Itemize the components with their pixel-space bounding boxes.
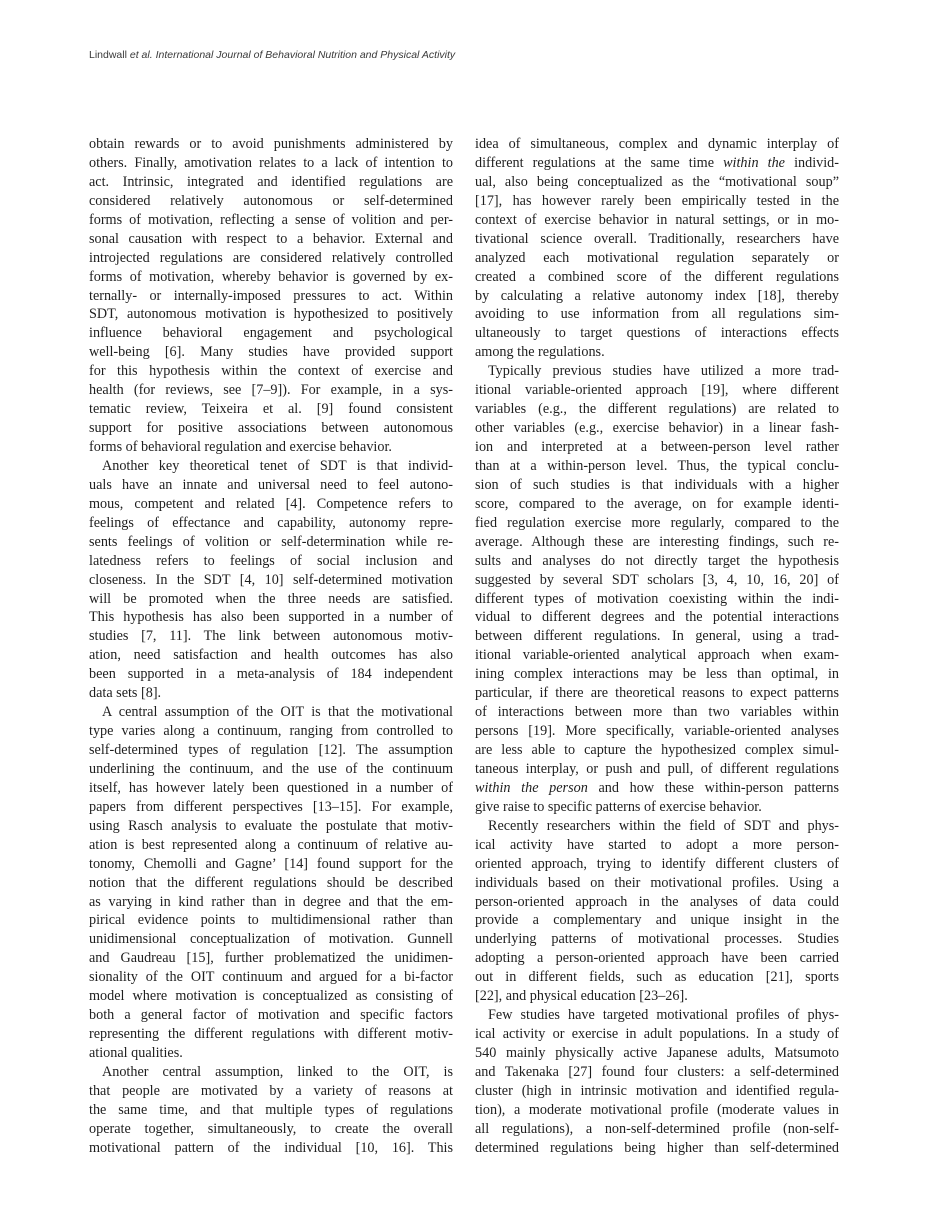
text-line: particular, if there are theoretical reasons to expect patterns <box>475 685 839 702</box>
text-line: out in different fields, such as education [21], sports <box>475 969 839 986</box>
text-line: itself, has however lately been questioned in a number of <box>89 779 453 796</box>
text-line: fied regulation exercise more regularly, compared to the <box>475 514 839 531</box>
text-line: uals have an innate and universal need to feel autono- <box>89 476 453 493</box>
text-line: other variables (e.g., exercise behavior) in a linear fash- <box>475 420 839 437</box>
text-line: suggested by several SDT scholars [3, 4, 10, 16, 20] of <box>475 571 839 588</box>
text-line: act. Intrinsic, integrated and identified regulations are <box>89 173 453 190</box>
text-line: using Rasch analysis to evaluate the postulate that motiv- <box>89 817 453 834</box>
text-line: for this hypothesis within the context of exercise and <box>89 363 453 380</box>
text-line: sents feelings of volition or self-determination while re- <box>89 533 453 550</box>
text-line: ual, also being conceptualized as the “motivational soup” <box>475 173 839 190</box>
text-line: within the person and how these within-person patterns <box>475 779 839 796</box>
text-line: [22], and physical education [23–26]. <box>475 988 688 1005</box>
header-etal: et al. <box>129 49 153 61</box>
text-line: both a general factor of motivation and specific factors <box>89 1007 453 1024</box>
text-line: latedness refers to feelings of social inclusion and <box>89 552 453 569</box>
text-line: person-oriented approach in the analyses of data could <box>475 893 839 910</box>
text-line: closeness. In the SDT [4, 10] self-determined motivation <box>89 571 453 588</box>
text-line: itional variable-oriented approach [19], where different <box>475 382 839 399</box>
text-line: between different regulations. In general, using a trad- <box>475 628 839 645</box>
text-line: the same time, and that multiple types of regulations <box>89 1101 453 1118</box>
text-line: ation is best represented along a continuum of relative au- <box>89 836 453 853</box>
text-line: tion), a moderate motivational profile (moderate values in <box>475 1101 839 1118</box>
text-line: model where motivation is conceptualized as consisting of <box>89 988 453 1005</box>
text-line: score, compared to the average, on for example identi- <box>475 495 839 512</box>
text-line: unidimensional conceptualization of motivation. Gunnell <box>89 931 453 948</box>
text-line: and Gaudreau [15], further problematized the unidimen- <box>89 950 453 967</box>
text-line: sonal causation with respect to a behavior. External and <box>89 230 453 247</box>
text-line: ational qualities. <box>89 1045 183 1061</box>
text-line: motivational pattern of the individual [10, 16]. This <box>89 1139 453 1156</box>
text-line: influence behavioral engagement and psychological <box>89 325 453 342</box>
text-line: provide a complementary and unique insight in the <box>475 912 839 929</box>
text-line: variables (e.g., the different regulations) are related to <box>475 401 839 418</box>
text-line: type varies along a continuum, ranging from controlled to <box>89 723 453 740</box>
text-line: tematic review, Teixeira et al. [9] found consistent <box>89 401 453 418</box>
text-line: ion and interpreted at a between-person level rather <box>475 439 839 455</box>
text-line: forms of behavioral regulation and exercise behavior. <box>89 439 392 455</box>
text-line: taneous interplay, or push and pull, of different regulations <box>475 760 839 777</box>
text-line: tonomy, Chemolli and Gagne’ [14] found support for the <box>89 855 453 872</box>
left-text-column <box>89 135 453 1158</box>
text-line: adopting a person-oriented approach have been carried <box>475 950 839 967</box>
text-line: ining complex interactions may be less than optimal, in <box>475 666 839 683</box>
text-line: all regulations), a non-self-determined profile (non-self- <box>475 1120 839 1137</box>
text-line: vidual to different degrees and the potential interactions <box>475 609 839 626</box>
text-line: determined regulations being higher than self-determined <box>475 1139 839 1156</box>
text-line: and Takenaka [27] found four clusters: a self-determined <box>475 1063 839 1080</box>
header-journal: International Journal of Behavioral Nutrition and Physical Activity <box>155 49 456 61</box>
text-line: as varying in kind rather than in degree and that the em- <box>89 893 453 910</box>
text-line: obtain rewards or to avoid punishments administered by <box>89 136 453 152</box>
text-line: of interactions between more than two variables within <box>475 704 839 721</box>
text-line: persons [19]. More specifically, variable-oriented analyses <box>475 723 839 740</box>
text-line: different types of motivation coexisting within the indi- <box>475 590 839 607</box>
text-line: analyzed each motivational regulation separately or <box>475 249 839 266</box>
text-line: that people are motivated by a variety of reasons at <box>89 1082 453 1099</box>
text-line: sults and analyses do not directly target the hypothesis <box>475 552 839 569</box>
text-line: Few studies have targeted motivational profiles of phys- <box>488 1007 839 1024</box>
text-line: cluster (high in intrinsic motivation and identified regula- <box>475 1082 839 1099</box>
text-line: A central assumption of the OIT is that the motivational <box>102 704 453 721</box>
text-line: mous, competent and related [4]. Competence refers to <box>89 495 453 512</box>
text-line: This hypothesis has also been supported in a number of <box>89 609 453 626</box>
text-line: by calculating a relative autonomy index [18], thereby <box>475 287 839 304</box>
text-line: ultaneously to target questions of interactions effects <box>475 325 839 342</box>
text-line: considered relatively autonomous or self-determined <box>89 192 453 209</box>
text-line: created a combined score of the different regulations <box>475 268 839 285</box>
running-header <box>89 49 849 61</box>
text-line: Another key theoretical tenet of SDT is that individ- <box>102 457 453 474</box>
text-line: than at a within-person level. Thus, the typical conclu- <box>475 457 839 474</box>
text-line: underlining the continuum, and the use of the continuum <box>89 760 453 777</box>
text-line: representing the different regulations with different motiv- <box>89 1026 453 1043</box>
text-line: forms of motivation, reflecting a sense of volition and per- <box>89 211 453 228</box>
text-line: Typically previous studies have utilized a more trad- <box>488 363 839 380</box>
text-line: [17], has however rarely been empirically tested in the <box>475 192 839 209</box>
text-line: tivational science overall. Traditionally, researchers have <box>475 230 839 247</box>
text-line: individuals based on their motivational profiles. Using a <box>475 874 839 891</box>
text-line: forms of motivation, whereby behavior is governed by ex- <box>89 268 453 285</box>
text-line: sion of such studies is that individuals with a higher <box>475 476 839 493</box>
text-line: ternally- or internally-imposed pressures to act. Within <box>89 287 453 304</box>
text-line: 540 mainly physically active Japanese adults, Matsumoto <box>475 1045 839 1061</box>
text-line: been supported in a meta-analysis of 184 independent <box>89 666 453 683</box>
text-line: health (for reviews, see [7–9]). For example, in a sys- <box>89 382 453 399</box>
text-line: different regulations at the same time within the individ- <box>475 154 839 171</box>
text-line: papers from different perspectives [13–15]. For example, <box>89 798 453 815</box>
text-line: studies [7, 11]. The link between autonomous motiv- <box>89 628 453 645</box>
text-line: context of exercise behavior in natural settings, or in mo- <box>475 211 839 228</box>
text-line: well-being [6]. Many studies have provided support <box>89 344 453 361</box>
text-line: ation, need satisfaction and health outcomes has also <box>89 647 453 664</box>
right-text-column <box>475 135 839 1158</box>
text-line: average. Although these are interesting findings, such re- <box>475 533 839 550</box>
text-line: idea of simultaneous, complex and dynamic interplay of <box>475 136 839 152</box>
text-line: Another central assumption, linked to the OIT, is <box>102 1063 453 1080</box>
text-line: self-determined types of regulation [12]. The assumption <box>89 742 453 758</box>
text-line: will be promoted when the three needs are satisfied. <box>89 590 453 607</box>
text-line: SDT, autonomous motivation is hypothesized to positively <box>89 306 453 323</box>
text-line: introjected regulations are considered relatively controlled <box>89 249 453 266</box>
text-line: support for positive associations between autonomous <box>89 420 453 437</box>
header-authors: Lindwall <box>89 49 127 61</box>
text-line: ical activity or exercise in adult populations. In a study of <box>475 1026 839 1043</box>
text-line: underlying patterns of motivational processes. Studies <box>475 931 839 948</box>
text-line: others. Finally, amotivation relates to a lack of intention to <box>89 154 453 171</box>
text-line: give raise to specific patterns of exercise behavior. <box>475 798 762 815</box>
text-line: sionality of the OIT continuum and argued for a bi-factor <box>89 969 453 986</box>
text-line: ical activity have started to adopt a more person- <box>475 836 839 853</box>
text-line: data sets [8]. <box>89 685 162 702</box>
text-line: avoiding to use information from all regulations sim- <box>475 306 839 323</box>
text-line: among the regulations. <box>475 344 605 361</box>
text-line: Recently researchers within the field of SDT and phys- <box>488 817 839 834</box>
text-line: operate together, simultaneously, to create the overall <box>89 1120 453 1137</box>
text-line: itional variable-oriented analytical approach when exam- <box>475 647 839 664</box>
text-line: are less able to capture the hypothesized complex simul- <box>475 742 839 758</box>
text-line: oriented approach, trying to identify different clusters of <box>475 855 839 872</box>
text-line: notion that the different regulations should be described <box>89 874 453 891</box>
text-line: feelings of effectance and capability, autonomy repre- <box>89 514 453 531</box>
text-line: pirical evidence points to multidimensional rather than <box>89 912 453 929</box>
